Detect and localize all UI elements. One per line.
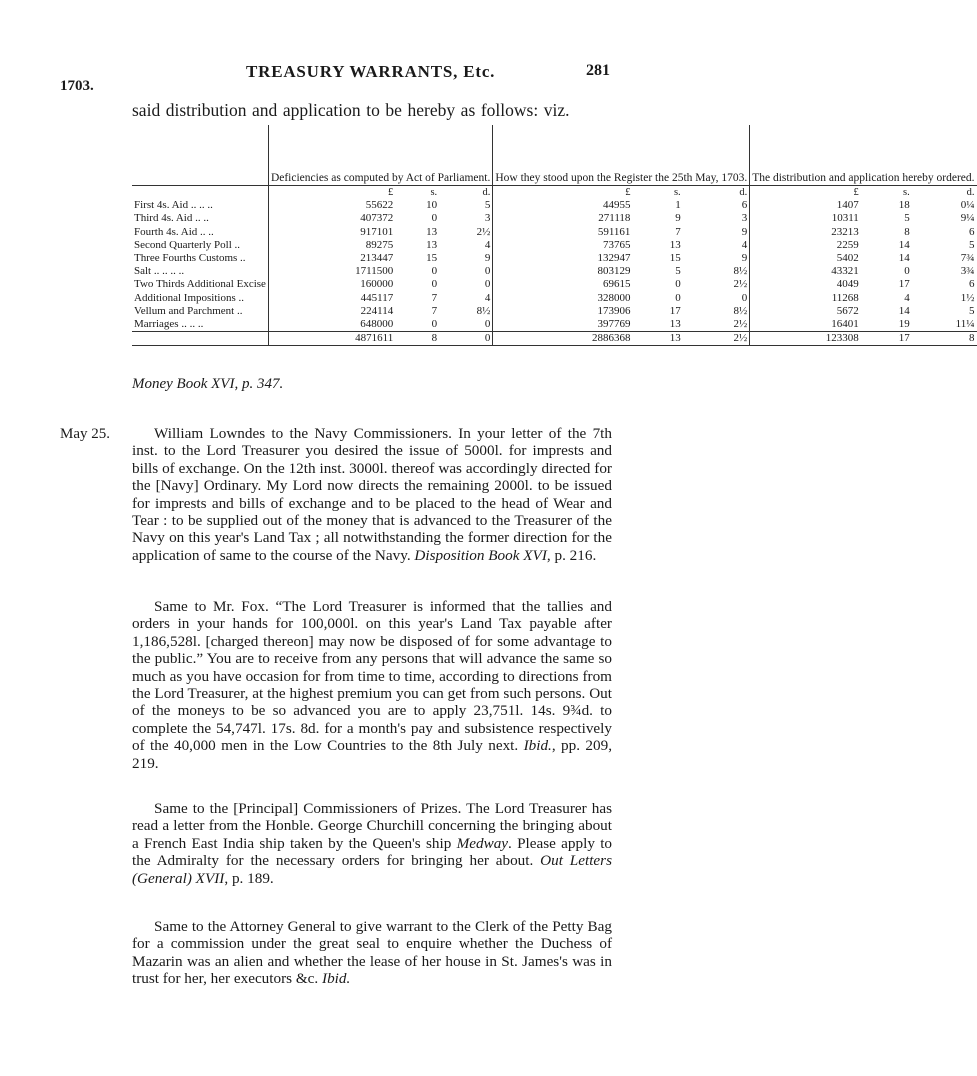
value-cell: 15 (426, 252, 438, 265)
paragraph-attorney-general (132, 918, 612, 988)
table-row (132, 305, 977, 318)
ship-name: Medway (456, 834, 509, 852)
value-cell: 43321 (750, 265, 861, 278)
citation-tail: , p. 216. (546, 546, 597, 564)
paragraph-text: Same to Mr. Fox. “The Lord Treasurer is informed that the tallies and orders in your hands for 100,000l. on this year's Land Tax payable after 1,186,528l. [charged thereon] may now be disposed of for some advantage to the public.” You are to receive from any persons that will advance the same so much as you have occasion for from time to time, according to directions from the Lord Treasurer, at the highest premium you can get from such persons. Out of the moneys to be so advanced you are to apply 23,751l. 14s. 9¾d. to complete the 54,747l. 17s. 8d. for a month's pay and subsistence respectively of the 40,000 men in the Low Countries to the 8th July next. (132, 598, 612, 755)
row-label (132, 252, 268, 265)
value-cell: 917101 (268, 226, 395, 239)
value-cell: 445117 (268, 292, 395, 305)
currency-label: £ (268, 186, 395, 200)
table-head-blank (132, 125, 268, 186)
value-cell: 73765 (493, 239, 633, 252)
value-cell: 10 (426, 199, 438, 212)
table-row (132, 199, 977, 212)
row-label (132, 292, 268, 305)
row-leader: .. .. (195, 212, 209, 225)
value-cell: 2½ (733, 278, 748, 291)
value-cell: 0 (484, 265, 491, 278)
value-cell: 1 (675, 199, 681, 212)
paragraph-text: William Lowndes to the Navy Commissioners. In your letter of the 7th inst. to the Lord Treasurer you desired the issue of 5000l. for imprests and bills of exchange. On the 12th inst. 3000l. thereof was accordingly directed for the [Navy] Ordinary. My Lord now directs the remaining 2000l. to be issued for imprests and bills of exchange and to be placed to the head of Wear and Tear : to be supplied out of the money that is advanced to the Treasurer of the Navy on this year's Land Tax ; all notwithstanding the former direction for the application of same to the course of the Navy. (132, 425, 612, 564)
total-cell: 17 (861, 332, 912, 346)
value-cell: 4 (484, 238, 491, 251)
row-leader: .. .. (200, 225, 214, 238)
col-head-register: How they stood upon the Register the 25th May, 1703. (493, 125, 750, 186)
value-cell: 23213 (750, 226, 861, 239)
value-cell: 9¼ (960, 212, 975, 225)
value-cell: 5 (969, 238, 975, 251)
row-item: Vellum and Parchment (134, 304, 235, 317)
value-cell: 132947 (493, 252, 633, 265)
value-cell: 2½ (733, 318, 748, 331)
paragraph-prizes (132, 800, 612, 887)
value-cell: 5 (484, 199, 491, 212)
value-cell: 9 (484, 252, 491, 265)
value-cell: 1711500 (268, 265, 395, 278)
row-item: Marriages (134, 318, 179, 331)
value-cell: 17 (669, 304, 681, 317)
value-cell: 160000 (268, 278, 395, 291)
value-cell: 0 (431, 265, 438, 278)
value-cell: 0 (484, 318, 491, 331)
row-label (132, 305, 268, 318)
totals-row (132, 332, 977, 346)
value-cell: 2259 (750, 239, 861, 252)
value-cell: 3 (484, 212, 491, 225)
table-row (132, 252, 977, 265)
table-row (132, 212, 977, 225)
value-cell: 13 (669, 318, 681, 331)
table-body (132, 199, 977, 332)
table-row (132, 318, 977, 332)
citation-tail: , pp. 209, 219. (132, 737, 613, 772)
row-leader: .. (236, 304, 243, 317)
value-cell: 3¾ (960, 265, 975, 278)
currency-label: d. (912, 186, 977, 200)
margin-year: 1703. (60, 78, 94, 94)
value-cell: 4 (904, 291, 910, 304)
value-cell: 10311 (750, 212, 861, 225)
row-label (132, 239, 268, 252)
value-cell: 9 (741, 252, 748, 265)
accounts-table (132, 125, 977, 346)
value-cell: 5 (904, 212, 910, 225)
currency-label: s. (861, 186, 912, 200)
source-citation: Money Book XVI, p. 347. (132, 376, 284, 392)
value-cell: 328000 (493, 292, 633, 305)
row-item: Salt (134, 265, 152, 278)
value-cell: 16401 (750, 318, 861, 332)
row-item: Two Thirds Additional Excise (134, 278, 266, 291)
row-item: Additional Impositions (134, 291, 236, 304)
citation: Disposition Book XVI (414, 546, 547, 564)
row-label (132, 199, 268, 212)
currency-label: d. (439, 186, 493, 200)
value-cell: 173906 (493, 305, 633, 318)
row-leader: .. (234, 238, 241, 251)
currency-label: d. (683, 186, 750, 200)
value-cell: 5402 (750, 252, 861, 265)
value-cell: 9 (675, 212, 681, 225)
total-cell: 0 (439, 332, 493, 346)
value-cell: 0 (484, 278, 491, 291)
paragraph-navy-commissioners (132, 425, 612, 564)
value-cell: 17 (898, 278, 910, 291)
value-cell: 6 (741, 199, 748, 212)
row-item: Third 4s. Aid (134, 212, 193, 225)
margin-date: May 25. (60, 426, 110, 442)
value-cell: 8½ (476, 304, 491, 317)
value-cell: 69615 (493, 278, 633, 291)
value-cell: 5 (969, 304, 975, 317)
currency-label: s. (395, 186, 439, 200)
row-leader: .. (240, 252, 246, 265)
value-cell: 55622 (268, 199, 395, 212)
value-cell: 0 (431, 278, 438, 291)
value-cell: 15 (669, 252, 681, 265)
row-item: Three Fourths Customs (134, 252, 238, 265)
value-cell: 89275 (268, 239, 395, 252)
row-leader: .. .. .. .. (153, 265, 185, 278)
citation-tail: , p. 189. (224, 869, 274, 887)
value-cell: 271118 (493, 212, 633, 225)
total-cell: 8 (912, 332, 977, 346)
total-cell: 2886368 (493, 332, 633, 346)
value-cell: 0 (675, 278, 681, 291)
value-cell: 18 (898, 199, 910, 212)
value-cell: 14 (898, 304, 910, 317)
intro-line: said distribution and application to be hereby as follows: viz. (132, 100, 570, 120)
value-cell: 7¾ (960, 252, 975, 265)
value-cell: 13 (669, 238, 681, 251)
value-cell: 0 (904, 265, 910, 278)
page-number: 281 (586, 62, 610, 79)
value-cell: 9 (741, 225, 748, 238)
row-leader: .. (238, 291, 244, 304)
citation: Out Letters (General) XVII (132, 852, 612, 887)
value-cell: 5 (675, 265, 681, 278)
value-cell: 2½ (476, 225, 491, 238)
table-header-row (132, 125, 977, 186)
total-cell: 2½ (683, 332, 750, 346)
paragraph-text: Same to the [Principal] Commissioners of Prizes. The Lord Treasurer has read a letter from the Honble. George Churchill concerning the bringing about a French East India ship taken by the Queen's ship (132, 800, 612, 852)
paragraph-mr-fox (132, 598, 612, 772)
value-cell: 7 (675, 225, 681, 238)
row-label (132, 212, 268, 225)
currency-label: £ (750, 186, 861, 200)
value-cell: 19 (898, 318, 910, 331)
value-cell: 803129 (493, 265, 633, 278)
total-cell: 8 (395, 332, 439, 346)
value-cell: 213447 (268, 252, 395, 265)
value-cell: 4 (741, 238, 748, 251)
row-item: Fourth 4s. Aid (134, 225, 198, 238)
row-leader: .. .. .. (190, 199, 213, 212)
totals-blank (132, 332, 268, 346)
row-label (132, 265, 268, 278)
value-cell: 14 (898, 252, 910, 265)
value-cell: 5672 (750, 305, 861, 318)
citation: Ibid. (523, 737, 552, 755)
value-cell: 6 (969, 278, 975, 291)
table-row (132, 292, 977, 305)
value-cell: 8 (904, 225, 910, 238)
value-cell: 1407 (750, 199, 861, 212)
value-cell: 11¼ (955, 318, 975, 331)
paragraph-text: . Please apply to the Admiralty for the necessary orders for bringing her about. (132, 834, 613, 870)
table-row (132, 239, 977, 252)
row-label (132, 278, 268, 291)
value-cell: 4 (484, 291, 491, 304)
row-item: Second Quarterly Poll (134, 238, 232, 251)
value-cell: 0 (741, 291, 748, 304)
currency-row (132, 186, 977, 200)
value-cell: 4049 (750, 278, 861, 291)
total-cell: 4871611 (268, 332, 395, 346)
col-head-distribution: The distribution and application hereby ordered. (750, 125, 977, 186)
row-leader: .. .. .. (181, 318, 204, 331)
row-label (132, 226, 268, 239)
table-row (132, 278, 977, 291)
value-cell: 13 (426, 225, 438, 238)
running-head: TREASURY WARRANTS, Etc. (246, 62, 496, 81)
value-cell: 44955 (493, 199, 633, 212)
col-head-deficiencies: Deficiencies as computed by Act of Parliament. (268, 125, 492, 186)
table-row (132, 226, 977, 239)
total-cell: 13 (632, 332, 682, 346)
total-cell: 123308 (750, 332, 861, 346)
value-cell: 1½ (960, 291, 975, 304)
value-cell: 0 (431, 318, 438, 331)
value-cell: 0¼ (960, 199, 975, 212)
paragraph-text: Same to the Attorney General to give warrant to the Clerk of the Petty Bag for a commission under the great seal to enquire whether the Duchess of Mazarin was an alien and whether the lease of her house in St. James's was in trust for her, her executors &c. (132, 918, 612, 988)
value-cell: 8½ (733, 304, 748, 317)
value-cell: 14 (898, 238, 910, 251)
value-cell: 0 (675, 291, 681, 304)
value-cell: 648000 (268, 318, 395, 332)
value-cell: 13 (426, 238, 438, 251)
value-cell: 8½ (733, 265, 748, 278)
value-cell: 224114 (268, 305, 395, 318)
value-cell: 3 (741, 212, 748, 225)
value-cell: 397769 (493, 318, 633, 332)
value-cell: 6 (969, 225, 975, 238)
value-cell: 591161 (493, 226, 633, 239)
currency-label: £ (493, 186, 633, 200)
row-item: First 4s. Aid (134, 199, 189, 212)
value-cell: 7 (431, 304, 438, 317)
value-cell: 11268 (750, 292, 861, 305)
citation: Ibid. (322, 970, 351, 988)
value-cell: 7 (431, 291, 438, 304)
value-cell: 0 (431, 212, 438, 225)
value-cell: 407372 (268, 212, 395, 225)
table-row (132, 265, 977, 278)
currency-label: s. (632, 186, 682, 200)
row-label (132, 318, 268, 332)
currency-blank (132, 186, 268, 200)
